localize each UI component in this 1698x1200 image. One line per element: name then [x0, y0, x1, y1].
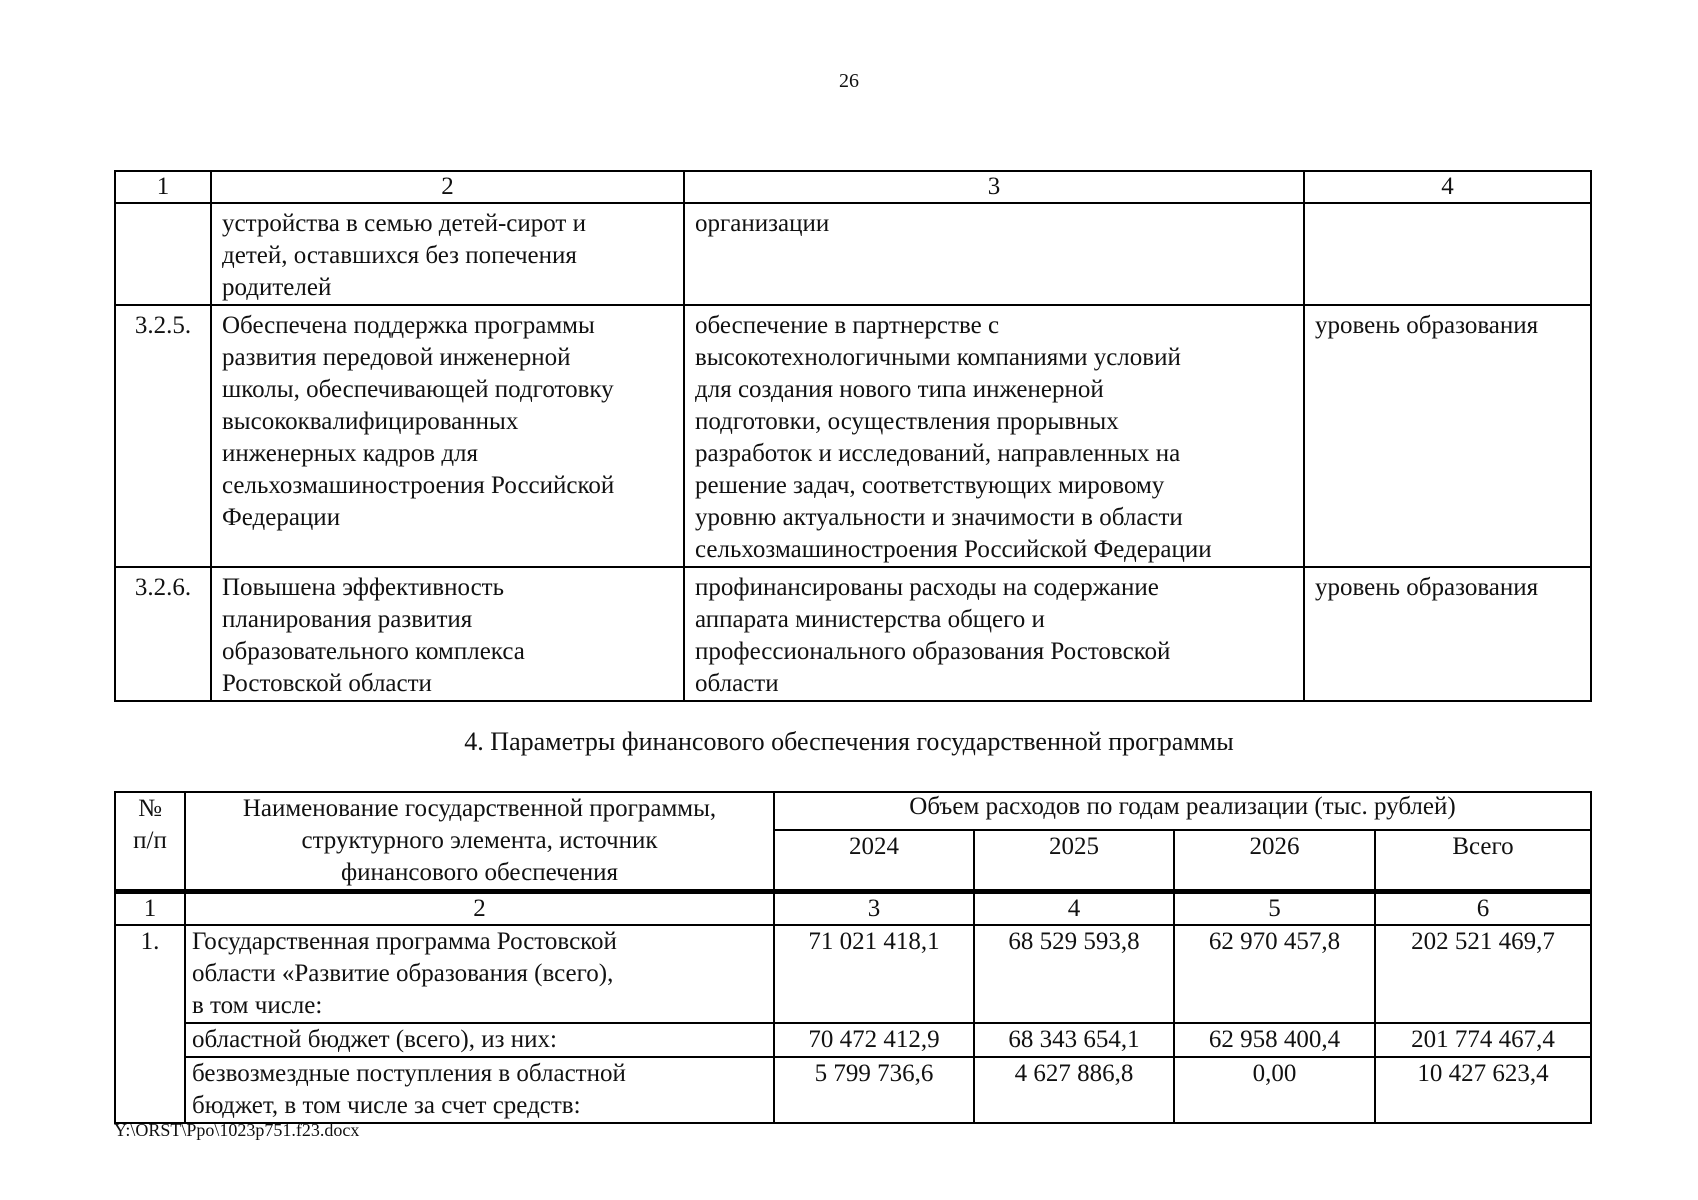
text-line: родителей — [222, 274, 332, 301]
text-line: Ростовской области — [222, 670, 432, 697]
row-number — [115, 203, 211, 305]
table-row — [115, 203, 1591, 305]
table-row — [115, 1057, 1591, 1123]
text-line: сельхозмашиностроения Российской — [222, 472, 615, 499]
text-line: образовательного комплекса — [222, 638, 525, 665]
row-name — [185, 1023, 774, 1057]
footer-file-path: Y:\ORST\Ppo\1023p751.f23.docx — [114, 1120, 360, 1140]
table-row — [115, 1023, 1591, 1057]
text-line: уровень образования — [1315, 574, 1539, 601]
value-2026: 62 970 457,8 — [1174, 925, 1375, 1023]
value-2025: 68 529 593,8 — [974, 925, 1174, 1023]
text-line: инженерных кадров для — [222, 440, 479, 467]
result-description — [211, 305, 684, 567]
column-number: 4 — [1304, 171, 1591, 203]
column-header-volume: Объем расходов по годам реализации (тыс. рублей) — [774, 792, 1591, 830]
text-line: в том числе: — [192, 992, 323, 1019]
text-line: безвозмездные поступления в областной — [192, 1060, 626, 1087]
page-number: 26 — [839, 70, 859, 92]
result-description — [211, 203, 684, 305]
header-line: Наименование государственной программы, — [242, 795, 717, 822]
result-type — [1304, 567, 1591, 701]
column-header-year: 2024 — [774, 830, 974, 892]
text-line: организации — [695, 210, 830, 237]
text-line: профинансированы расходы на содержание — [695, 574, 1159, 601]
header-line: № — [138, 795, 162, 822]
value-2026: 62 958 400,4 — [1174, 1023, 1375, 1057]
column-number-row — [115, 892, 1591, 926]
column-number: 3 — [684, 171, 1304, 203]
text-line: развития передовой инженерной — [222, 344, 571, 371]
section-title: 4. Параметры финансового обеспечения государственной программы — [464, 727, 1234, 756]
text-line: обеспечение в партнерстве с — [695, 312, 1000, 339]
value-total: 202 521 469,7 — [1375, 925, 1591, 1023]
text-line: планирования развития — [222, 606, 473, 633]
text-line: профессионального образования Ростовской — [695, 638, 1171, 665]
text-line: высокотехнологичными компаниями условий — [695, 344, 1181, 371]
results-table — [114, 170, 1592, 702]
result-characteristic — [684, 203, 1304, 305]
text-line: аппарата министерства общего и — [695, 606, 1045, 633]
row-name — [185, 1057, 774, 1123]
result-type — [1304, 305, 1591, 567]
column-number: 1 — [115, 171, 211, 203]
value-2026: 0,00 — [1174, 1057, 1375, 1123]
text-line: областной бюджет (всего), из них: — [192, 1026, 557, 1053]
text-line: Государственная программа Ростовской — [192, 928, 617, 955]
column-header-year: 2026 — [1174, 830, 1375, 892]
text-line: области — [695, 670, 779, 697]
value-total: 10 427 623,4 — [1375, 1057, 1591, 1123]
column-number: 1 — [115, 892, 185, 926]
result-characteristic — [684, 567, 1304, 701]
table-header-row — [115, 171, 1591, 203]
column-number: 5 — [1174, 892, 1375, 926]
table-row — [115, 305, 1591, 567]
text-line: бюджет, в том числе за счет средств: — [192, 1092, 581, 1119]
text-line: уровень образования — [1315, 312, 1539, 339]
column-number: 2 — [211, 171, 684, 203]
row-number: 3.2.5. — [115, 305, 211, 567]
text-line: устройства в семью детей-сирот и — [222, 210, 586, 237]
text-line: области «Развитие образования (всего), — [192, 960, 614, 987]
header-line: структурного элемента, источник — [301, 827, 658, 854]
text-line: детей, оставшихся без попечения — [222, 242, 577, 269]
column-header-total: Всего — [1375, 830, 1591, 892]
value-total: 201 774 467,4 — [1375, 1023, 1591, 1057]
result-description — [211, 567, 684, 701]
table-row — [115, 925, 1591, 1023]
text-line: Повышена эффективность — [222, 574, 505, 601]
result-type — [1304, 203, 1591, 305]
row-number: 3.2.6. — [115, 567, 211, 701]
text-line: подготовки, осуществления прорывных — [695, 408, 1119, 435]
column-number: 4 — [974, 892, 1174, 926]
table-header-row — [115, 792, 1591, 830]
text-line: Обеспечена поддержка программы — [222, 312, 595, 339]
text-line: для создания нового типа инженерной — [695, 376, 1104, 403]
text-line: сельхозмашиностроения Российской Федерации — [695, 536, 1212, 563]
column-header-number — [115, 792, 185, 892]
column-number: 2 — [185, 892, 774, 926]
value-2025: 4 627 886,8 — [974, 1057, 1174, 1123]
column-header-name — [185, 792, 774, 892]
value-2024: 71 021 418,1 — [774, 925, 974, 1023]
column-number: 3 — [774, 892, 974, 926]
column-header-year: 2025 — [974, 830, 1174, 892]
value-2024: 5 799 736,6 — [774, 1057, 974, 1123]
row-number: 1. — [115, 925, 185, 1123]
text-line: разработок и исследований, направленных на — [695, 440, 1181, 467]
header-line: финансового обеспечения — [340, 859, 619, 886]
text-line: школы, обеспечивающей подготовку — [222, 376, 614, 403]
column-number: 6 — [1375, 892, 1591, 926]
text-line: Федерации — [222, 504, 341, 531]
header-line: п/п — [133, 827, 167, 854]
text-line: решение задач, соответствующих мировому — [695, 472, 1165, 499]
value-2025: 68 343 654,1 — [974, 1023, 1174, 1057]
row-name — [185, 925, 774, 1023]
table-row — [115, 567, 1591, 701]
text-line: высококвалифицированных — [222, 408, 519, 435]
value-2024: 70 472 412,9 — [774, 1023, 974, 1057]
financing-table — [114, 791, 1592, 1124]
text-line: уровню актуальности и значимости в области — [695, 504, 1183, 531]
result-characteristic — [684, 305, 1304, 567]
